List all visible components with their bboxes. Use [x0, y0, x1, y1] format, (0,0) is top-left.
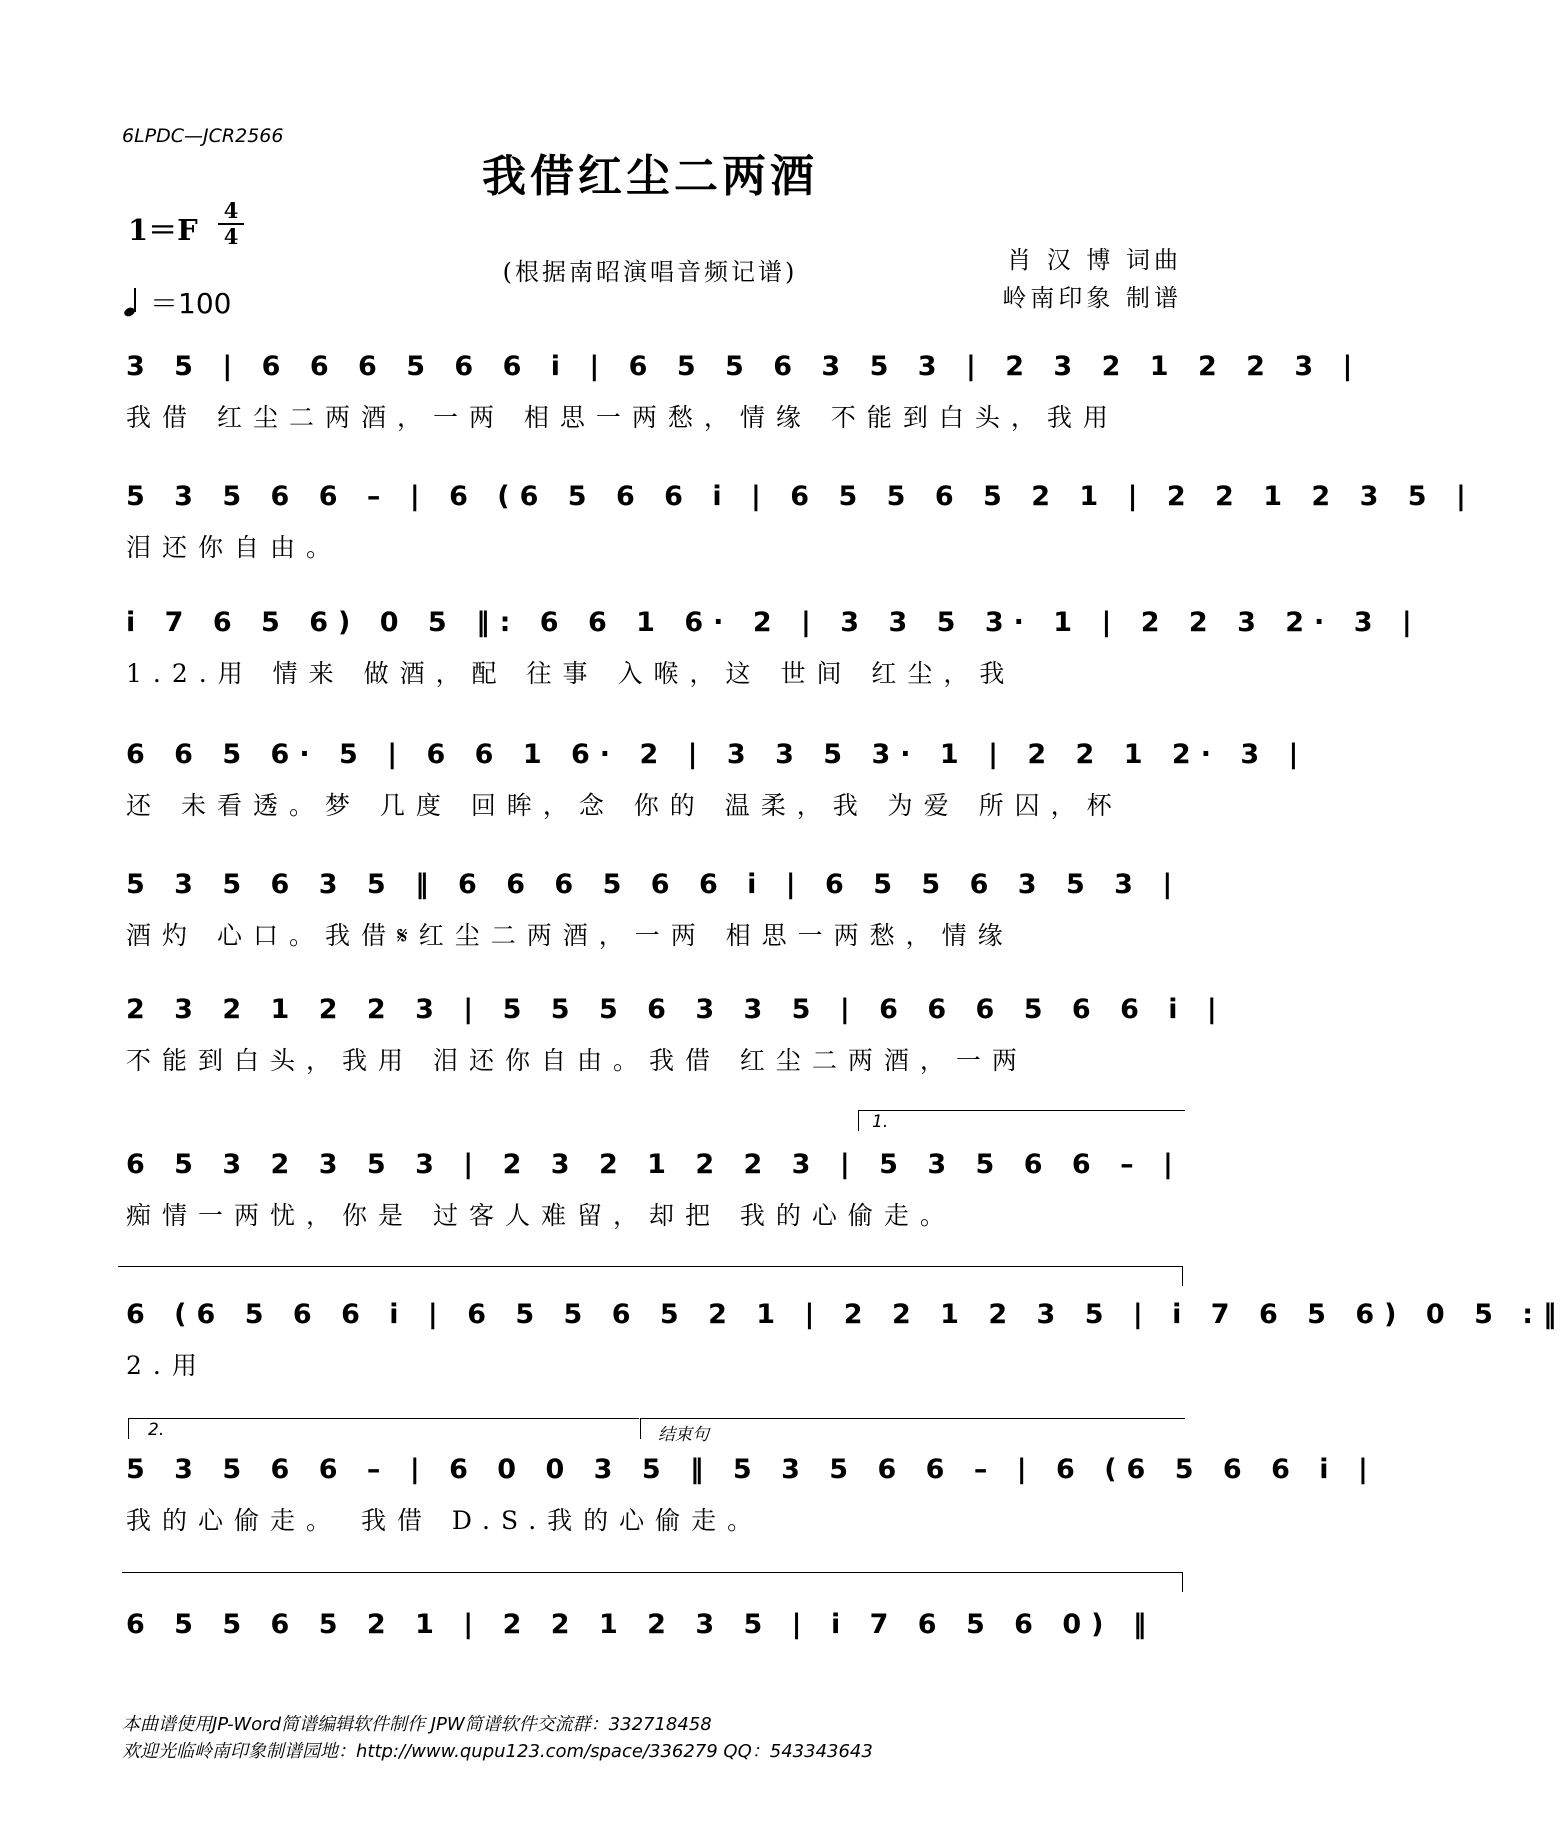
lyric-line: 不能到白头，我用 泪还你自由。我借 红尘二两酒，一两	[126, 1046, 1028, 1075]
tempo-marking	[124, 282, 231, 322]
coda-bracket	[640, 1418, 1185, 1439]
lyric-line: 2.用	[126, 1351, 208, 1380]
quarter-note-icon	[124, 286, 146, 318]
notation-line: 5 3 5 6 3 5 ‖ 6 6 6 5 6 6 i | 6 5 5 6 3 5 3 |	[126, 869, 1183, 900]
notation-line: 6 5 3 2 3 5 3 | 2 3 2 1 2 2 3 | 5 3 5 6 6 – |	[126, 1149, 1183, 1180]
lyric-line: 痴情一两忧，你是 过客人难留，却把 我的心偷走。	[126, 1201, 956, 1230]
lyric-line: 我借 红尘二两酒，一两 相思一两愁，情缘 不能到白头，我用	[126, 403, 1119, 432]
score-code: 6LPDC—JCR2566	[122, 125, 284, 147]
tempo-value: ＝100	[150, 287, 232, 320]
first-ending-end	[1162, 1266, 1183, 1286]
first-ending-label: 1.	[872, 1112, 889, 1132]
credit-arranger: 岭南印象 制谱	[1002, 284, 1182, 312]
transcription-source: (根据南昭演唱音频记谱)	[502, 258, 798, 286]
time-signature	[218, 200, 244, 248]
footer-software-note: 本曲谱使用JP-Word简谱编辑软件制作 JPW简谱软件交流群：332718458	[122, 1714, 712, 1735]
lyric-line: 还 未看透。梦 几度 回眸，念 你的 温柔，我 为爱 所囚，杯	[126, 791, 1123, 820]
notation-line: 2 3 2 1 2 2 3 | 5 5 5 6 3 3 5 | 6 6 6 5 6 6 i |	[126, 994, 1227, 1025]
lyric-line: 1.2.用 情来 做酒，配 往事 入喉，这 世间 红尘，我	[126, 659, 1016, 688]
time-signature-bottom: 4	[223, 224, 239, 249]
coda-end	[1162, 1572, 1183, 1592]
lyric-line: 酒灼 心口。我借𝄋红尘二两酒，一两 相思一两愁，情缘	[126, 921, 1014, 950]
notation-line: 5 3 5 6 6 – | 6 0 0 3 5 ‖ 5 3 5 6 6 – | 6 (6 5 6 6 i |	[126, 1454, 1378, 1485]
footer-website-note: 欢迎光临岭南印象制谱园地：http://www.qupu123.com/space/336279 QQ：543343643	[122, 1741, 873, 1762]
second-ending-label: 2.	[148, 1420, 165, 1440]
first-ending-continuation	[118, 1266, 1182, 1267]
notation-line: 5 3 5 6 6 – | 6 (6 5 6 6 i | 6 5 5 6 5 2 1 | 2 2 1 2 3 5 |	[126, 481, 1476, 512]
first-ending-bracket	[858, 1110, 1185, 1131]
key-signature: 1＝F	[128, 213, 198, 247]
coda-label: 结束句	[658, 1425, 709, 1445]
song-title: 我借红尘二两酒	[482, 151, 818, 202]
lyric-line: 泪还你自由。	[126, 533, 343, 562]
time-signature-top: 4	[223, 198, 239, 223]
notation-line: 3 5 | 6 6 6 5 6 6 i | 6 5 5 6 3 5 3 | 2 3 2 1 2 2 3 |	[126, 351, 1363, 382]
lyric-line: 我的心偷走。 我借 D.S.我的心偷走。	[126, 1506, 764, 1535]
coda-continuation	[122, 1572, 1182, 1573]
notation-line: i 7 6 5 6) 0 5 ‖: 6 6 1 6· 2 | 3 3 5 3· 1 | 2 2 3 2· 3 |	[126, 607, 1422, 638]
notation-line: 6 5 5 6 5 2 1 | 2 2 1 2 3 5 | i 7 6 5 6 0) ‖	[126, 1609, 1157, 1640]
notation-line: 6 6 5 6· 5 | 6 6 1 6· 2 | 3 3 5 3· 1 | 2 2 1 2· 3 |	[126, 739, 1309, 770]
credit-lyrics-music: 肖 汉 博 词曲	[1007, 246, 1182, 274]
second-ending-bracket	[128, 1418, 639, 1439]
notation-line: 6 (6 5 6 6 i | 6 5 5 6 5 2 1 | 2 2 1 2 3 5 | i 7 6 5 6) 0 5 :‖	[126, 1299, 1567, 1330]
